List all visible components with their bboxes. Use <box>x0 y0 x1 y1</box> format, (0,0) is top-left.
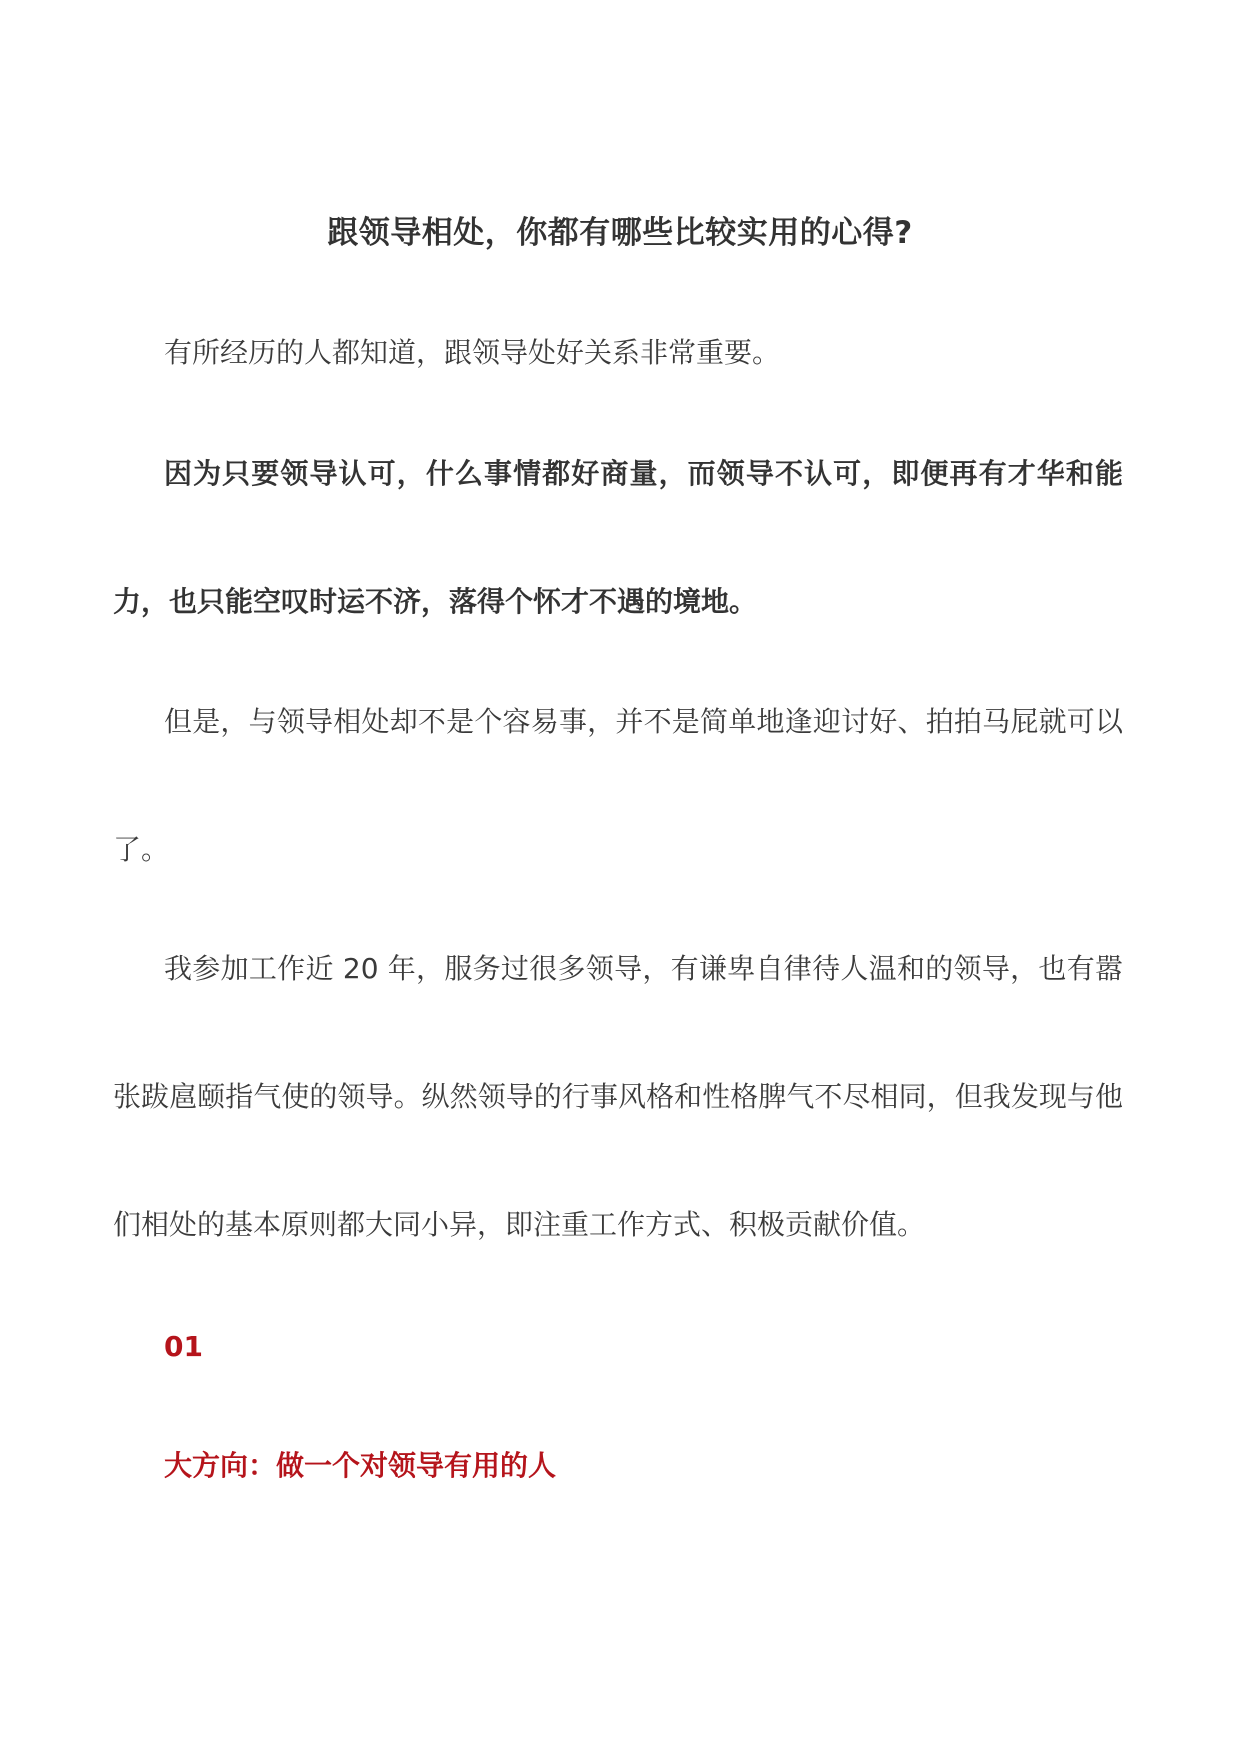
paragraph-experience: 我参加工作近 20 年，服务过很多领导，有谦卑自律待人温和的领导，也有嚣张跋扈颐指气使的领导。纵然领导的行事风格和性格脾气不尽相同，但我发现与他们相处的基本原则都大同小异，即注重工作方式、积极贡献价值。 <box>113 952 1123 1241</box>
section-heading: 大方向：做一个对领导有用的人 <box>164 1449 557 1482</box>
paragraph-difficulty: 但是，与领导相处却不是个容易事，并不是简单地逢迎讨好、拍拍马屁就可以了。 <box>113 705 1123 866</box>
paragraph-intro: 有所经历的人都知道，跟领导处好关系非常重要。 <box>164 336 781 369</box>
section-number: 01 <box>164 1330 203 1363</box>
paragraph-emphasis: 因为只要领导认可，什么事情都好商量，而领导不认可，即便再有才华和能力，也只能空叹时运不济，落得个怀才不遇的境地。 <box>113 457 1123 618</box>
article-title: 跟领导相处，你都有哪些比较实用的心得? <box>327 215 913 251</box>
